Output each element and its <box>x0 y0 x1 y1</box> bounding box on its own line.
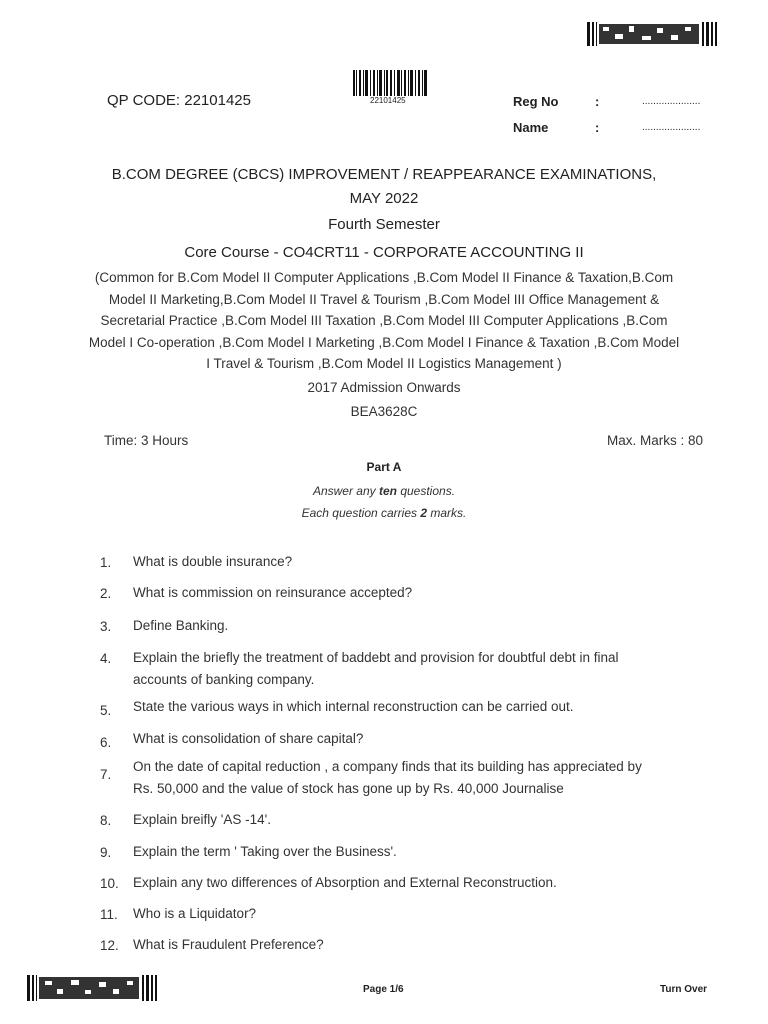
part-a-heading: Part A <box>366 460 402 474</box>
qp-linear-barcode <box>353 70 429 96</box>
question-text: On the date of capital reduction , a company finds that its building has appreciated by Rs. 50,000 and the value of stock has gone up by Rs. 40,000 Journalise <box>133 759 642 796</box>
question-text: What is Fraudulent Preference? <box>133 937 324 952</box>
max-marks: Max. Marks : 80 <box>606 433 703 448</box>
question-text: State the various ways in which internal reconstruction can be carried out. <box>133 699 574 714</box>
exam-title <box>60 163 708 211</box>
question-text: Explain the term ' Taking over the Business'. <box>133 844 397 859</box>
question-number: 1. <box>100 555 112 570</box>
course-title: Core Course - CO4CRT11 - CORPORATE ACCOUNTING II <box>184 244 584 261</box>
question-number: 6. <box>100 735 112 750</box>
paper-code: BEA3628C <box>350 404 418 419</box>
question-number: 10. <box>100 876 119 891</box>
question-number: 3. <box>100 619 112 634</box>
question-text: Explain breifly 'AS -14'. <box>133 812 271 827</box>
question-number: 9. <box>100 845 112 860</box>
reg-no-label: Reg No <box>513 94 559 109</box>
time-allowed: Time: 3 Hours <box>104 433 189 448</box>
bottom-left-barcode <box>27 975 157 1001</box>
question-text: Explain any two differences of Absorption and External Reconstruction. <box>133 875 557 890</box>
barcode-number: 22101425 <box>370 96 406 105</box>
question-text: Define Banking. <box>133 618 229 633</box>
question-number: 2. <box>100 586 112 601</box>
exam-title-line1: B.COM DEGREE (CBCS) IMPROVEMENT / REAPPEARANCE EXAMINATIONS, <box>111 166 657 183</box>
common-for-text <box>60 267 708 375</box>
reg-no-colon: : <box>595 94 600 109</box>
question-number: 5. <box>100 703 112 718</box>
reg-no-field: ..................... <box>642 96 701 107</box>
instruction-line-2: Each question carries 2 marks. <box>301 506 467 520</box>
question-text: Explain the briefly the treatment of baddebt and provision for doubtful debt in final accounts of banking company. <box>133 650 619 687</box>
turn-over-label: Turn Over <box>660 984 708 995</box>
question-number: 4. <box>100 651 112 666</box>
common-line: (Common for B.Com Model II Computer Applications ,B.Com Model II Finance & Taxation,B.Com <box>94 270 674 285</box>
question-text: Who is a Liquidator? <box>133 906 257 921</box>
question-text: What is commission on reinsurance accepted? <box>133 585 413 600</box>
qp-code: QP CODE: 22101425 <box>107 92 251 109</box>
question-number: 12. <box>100 938 119 953</box>
common-line: Model I Co-operation ,B.Com Model I Marketing ,B.Com Model I Finance & Taxation ,B.Com Model <box>88 334 680 350</box>
name-colon: : <box>595 120 600 135</box>
page-number: Page 1/6 <box>363 984 404 995</box>
question-text: What is consolidation of share capital? <box>133 731 364 746</box>
question-text: What is double insurance? <box>133 554 293 569</box>
exam-title-line2: MAY 2022 <box>349 190 419 207</box>
question-number: 7. <box>100 767 112 782</box>
top-right-barcode <box>587 22 717 46</box>
name-field: ..................... <box>642 122 701 133</box>
common-line: I Travel & Tourism ,B.Com Model II Logistics Management ) <box>206 356 562 371</box>
question-number: 11. <box>100 907 118 922</box>
semester: Fourth Semester <box>328 216 440 233</box>
instruction-line-1: Answer any ten questions. <box>312 484 456 498</box>
question-number: 8. <box>100 813 112 828</box>
admission-text: 2017 Admission Onwards <box>307 380 461 395</box>
common-line: Model II Marketing,B.Com Model II Travel & Tourism ,B.Com Model III Office Management & <box>108 291 660 307</box>
common-line: Secretarial Practice ,B.Com Model III Taxation ,B.Com Model III Computer Applications ,B.Com <box>100 313 668 328</box>
name-label: Name <box>513 120 549 135</box>
